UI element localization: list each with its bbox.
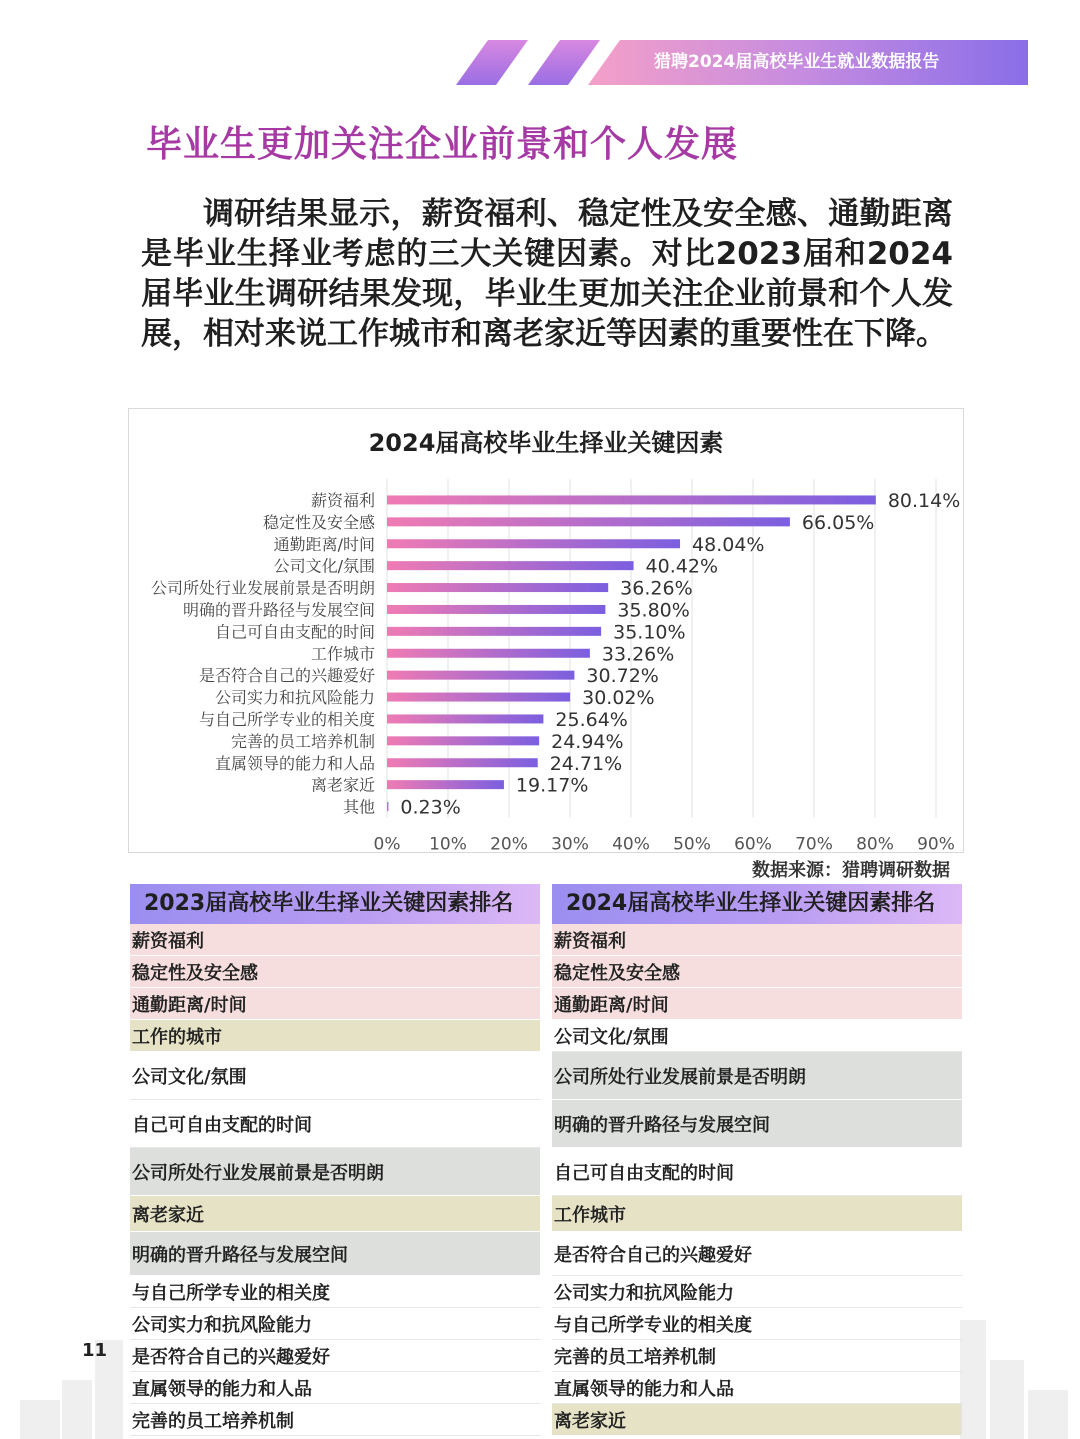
category-label: 稳定性及安全感: [262, 512, 375, 532]
ranking-row: 与自己所学专业的相关度: [130, 1276, 540, 1308]
bar: [387, 605, 605, 614]
category-label: 通勤距离/时间: [273, 534, 375, 554]
intro-paragraph: 调研结果显示，薪资福利、稳定性及安全感、通勤距离是毕业生择业考虑的三大关键因素。对比2023届和2024届毕业生调研结果发现，毕业生更加关注企业前景和个人发展，相对来说工作城市和离老家近等因素的重要性在下降。: [141, 196, 953, 352]
value-label: 24.71%: [549, 752, 623, 775]
ranking-row: 工作城市: [552, 1196, 962, 1232]
ranking-table-title: 2024届高校毕业生择业关键因素排名: [552, 884, 962, 924]
category-label: 公司文化/氛围: [273, 556, 375, 576]
ranking-row: 离老家近: [552, 1404, 962, 1436]
value-label: 0.23%: [400, 796, 461, 819]
x-tick-label: 30%: [551, 834, 589, 852]
x-tick-label: 50%: [673, 834, 711, 852]
x-tick-label: 60%: [734, 834, 772, 852]
bar: [387, 583, 608, 592]
ranking-row: 是否符合自己的兴趣爱好: [552, 1232, 962, 1276]
bar: [387, 495, 876, 504]
ranking-row: 公司实力和抗风险能力: [130, 1308, 540, 1340]
bar: [387, 758, 538, 767]
value-label: 36.26%: [620, 577, 693, 600]
category-label: 直属领导的能力和人品: [214, 753, 375, 773]
ranking-row: 薪资福利: [552, 924, 962, 956]
ranking-row: 公司所处行业发展前景是否明朗: [552, 1052, 962, 1100]
bar: [387, 517, 790, 526]
category-label: 自己可自由支配的时间: [214, 622, 375, 642]
ranking-row: 自己可自由支配的时间: [552, 1148, 962, 1196]
value-label: 33.26%: [601, 643, 675, 666]
bar: [387, 539, 680, 548]
x-tick-label: 20%: [490, 834, 528, 852]
ranking-row: 通勤距离/时间: [130, 988, 540, 1020]
ranking-row: 离老家近: [130, 1196, 540, 1232]
bar: [387, 671, 574, 680]
value-label: 66.05%: [801, 511, 875, 534]
chart-panel: [128, 408, 964, 853]
ranking-row: 直属领导的能力和人品: [552, 1372, 962, 1404]
ranking-row: 通勤距离/时间: [552, 988, 962, 1020]
report-title: 猎聘2024届高校毕业生就业数据报告: [654, 52, 940, 72]
value-label: 35.80%: [617, 599, 690, 622]
category-label: 是否符合自己的兴趣爱好: [198, 666, 375, 686]
value-label: 30.02%: [582, 687, 655, 710]
banner-stripe: [456, 40, 528, 85]
category-label: 公司实力和抗风险能力: [214, 688, 375, 708]
category-label: 工作城市: [310, 644, 375, 664]
ranking-row: 工作的城市: [130, 1020, 540, 1052]
bar: [387, 693, 570, 702]
ranking-row: 是否符合自己的兴趣爱好: [130, 1340, 540, 1372]
bar: [387, 649, 590, 658]
value-label: 48.04%: [692, 533, 765, 556]
category-label: 明确的晋升路径与发展空间: [182, 600, 375, 620]
category-label: 公司所处行业发展前景是否明朗: [150, 578, 375, 598]
category-label: 其他: [342, 797, 375, 817]
x-tick-label: 10%: [429, 834, 467, 852]
category-label: 与自己所学专业的相关度: [198, 709, 375, 729]
value-label: 19.17%: [515, 774, 589, 797]
ranking-row: 稳定性及安全感: [552, 956, 962, 988]
value-label: 25.64%: [555, 708, 628, 731]
x-tick-label: 90%: [917, 834, 955, 852]
bar: [387, 736, 539, 745]
x-tick-label: 0%: [373, 834, 401, 852]
ranking-row: 明确的晋升路径与发展空间: [130, 1232, 540, 1276]
x-tick-label: 40%: [612, 834, 650, 852]
data-source: 数据来源：猎聘调研数据: [752, 860, 950, 881]
bar: [387, 780, 504, 789]
ranking-row: 公司文化/氛围: [552, 1020, 962, 1052]
x-tick-label: 80%: [856, 834, 894, 852]
chart-title: 2024届高校毕业生择业关键因素: [368, 429, 724, 457]
ranking-row: 完善的员工培养机制: [130, 1404, 540, 1436]
bar: [387, 802, 388, 811]
bar-chart: [129, 409, 963, 852]
page-number: 11: [82, 1340, 108, 1361]
ranking-row: 公司所处行业发展前景是否明朗: [130, 1148, 540, 1196]
ranking-row: 自己可自由支配的时间: [130, 1100, 540, 1148]
page-title: 毕业生更加关注企业前景和个人发展: [146, 124, 739, 165]
value-label: 80.14%: [887, 489, 961, 512]
ranking-row: 稳定性及安全感: [130, 956, 540, 988]
ranking-row: 完善的员工培养机制: [552, 1340, 962, 1372]
bar: [387, 561, 634, 570]
category-label: 薪资福利: [310, 490, 375, 510]
ranking-table-title: 2023届高校毕业生择业关键因素排名: [130, 884, 540, 924]
ranking-row: 公司实力和抗风险能力: [552, 1276, 962, 1308]
bar: [387, 627, 601, 636]
bar: [387, 714, 543, 723]
value-label: 35.10%: [613, 621, 686, 644]
value-label: 24.94%: [551, 730, 624, 753]
ranking-row: 明确的晋升路径与发展空间: [552, 1100, 962, 1148]
banner-stripe: [528, 40, 600, 85]
ranking-row: 薪资福利: [130, 924, 540, 956]
city-skyline-decoration: [0, 1280, 1080, 1439]
value-label: 30.72%: [586, 665, 659, 688]
category-label: 完善的员工培养机制: [230, 731, 375, 751]
value-label: 40.42%: [645, 555, 719, 578]
ranking-row: 公司文化/氛围: [130, 1052, 540, 1100]
category-label: 离老家近: [310, 775, 375, 795]
ranking-row: 与自己所学专业的相关度: [552, 1308, 962, 1340]
ranking-row: 直属领导的能力和人品: [130, 1372, 540, 1404]
x-tick-label: 70%: [795, 834, 833, 852]
